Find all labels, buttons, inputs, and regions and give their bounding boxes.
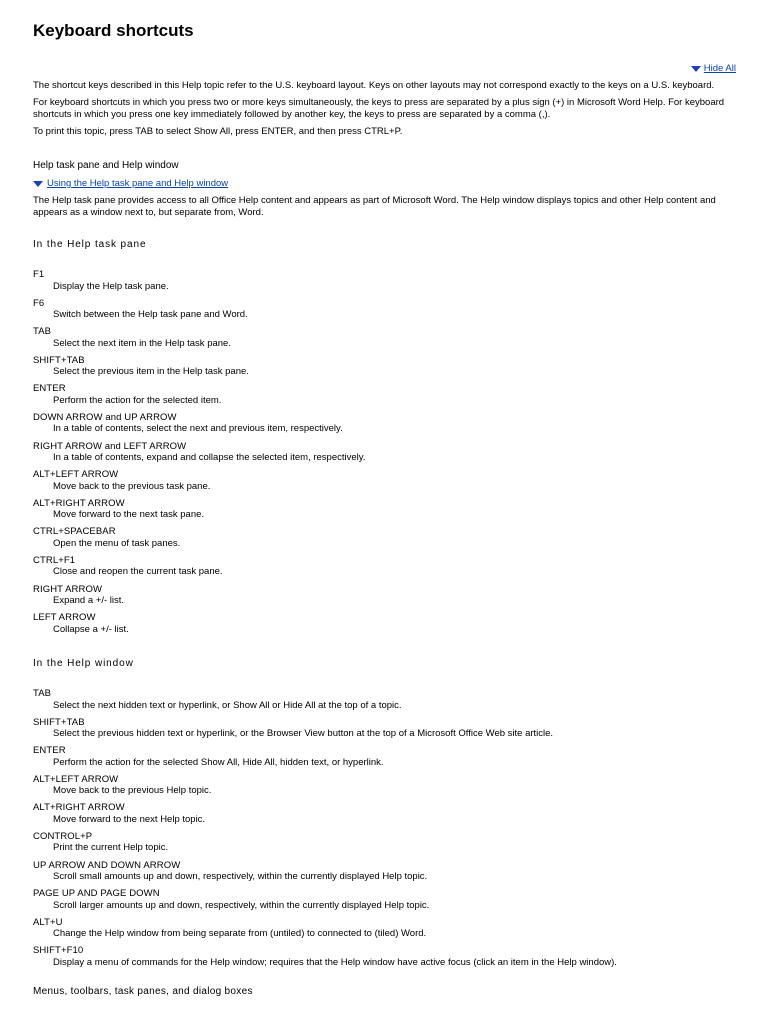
shortcut-description: Select the previous hidden text or hyperlink, or the Browser View button at the top of a Microsoft Office Web site article. bbox=[53, 728, 554, 740]
shortcut-key: ALT+LEFT ARROW bbox=[33, 469, 119, 481]
shortcut-item bbox=[33, 831, 735, 860]
shortcut-description: Perform the action for the selected Show All, Hide All, hidden text, or hyperlink. bbox=[53, 756, 384, 768]
triangle-down-icon bbox=[691, 66, 701, 72]
shortcut-key: ENTER bbox=[33, 745, 66, 757]
shortcut-description: Select the next item in the Help task pane. bbox=[53, 337, 231, 349]
shortcut-description: Expand a +/- list. bbox=[53, 595, 125, 607]
intro-paragraph-layout: The shortcut keys described in this Help topic refer to the U.S. keyboard layout. Keys on other layouts may not correspond exactly to the keys on a U.S. keyboard. bbox=[33, 80, 715, 91]
shortcut-item bbox=[33, 945, 735, 974]
shortcut-item bbox=[33, 802, 735, 831]
shortcut-item bbox=[33, 355, 735, 384]
shortcut-description: Perform the action for the selected item. bbox=[53, 394, 222, 406]
intro-text bbox=[33, 80, 735, 143]
shortcut-key: ALT+RIGHT ARROW bbox=[33, 497, 125, 509]
shortcut-item bbox=[33, 469, 735, 498]
shortcut-description: Collapse a +/- list. bbox=[53, 623, 129, 635]
shortcut-key: SHIFT+F10 bbox=[33, 945, 84, 957]
shortcut-key: ALT+LEFT ARROW bbox=[33, 773, 119, 785]
shortcut-item bbox=[33, 298, 735, 327]
help-window-shortcut-list bbox=[33, 688, 735, 974]
shortcut-item bbox=[33, 860, 735, 889]
intro-paragraph-print: To print this topic, press TAB to select Show All, press ENTER, and then press CTRL+P. bbox=[33, 126, 403, 137]
task-pane-heading: In the Help task pane bbox=[33, 239, 147, 250]
shortcut-key: CTRL+F1 bbox=[33, 554, 76, 566]
hide-all-toggle[interactable] bbox=[691, 63, 736, 75]
shortcut-key: ALT+U bbox=[33, 916, 63, 928]
shortcut-key: CTRL+SPACEBAR bbox=[33, 526, 116, 538]
using-help-link[interactable]: Using the Help task pane and Help window bbox=[47, 178, 229, 189]
shortcut-key: DOWN ARROW and UP ARROW bbox=[33, 411, 177, 423]
shortcut-description: Display the Help task pane. bbox=[53, 280, 169, 292]
shortcut-description: Change the Help window from being separate from (untiled) to connected to (tiled) Word. bbox=[53, 928, 427, 940]
shortcut-description: Close and reopen the current task pane. bbox=[53, 566, 223, 578]
shortcut-key: F6 bbox=[33, 297, 45, 309]
shortcut-key: ALT+RIGHT ARROW bbox=[33, 802, 125, 814]
shortcut-description: Display a menu of commands for the Help window; requires that the Help window have active focus (click an item in the Help window). bbox=[53, 956, 617, 968]
shortcut-key: TAB bbox=[33, 688, 52, 699]
shortcut-item bbox=[33, 888, 735, 917]
shortcut-description: Print the current Help topic. bbox=[53, 842, 169, 854]
hide-all-link[interactable]: Hide All bbox=[703, 63, 736, 74]
next-section-heading: Menus, toolbars, task panes, and dialog boxes bbox=[33, 986, 253, 997]
shortcut-item bbox=[33, 412, 735, 441]
shortcut-key: SHIFT+TAB bbox=[33, 716, 85, 728]
shortcut-item bbox=[33, 745, 735, 774]
shortcut-item bbox=[33, 441, 735, 470]
shortcut-item bbox=[33, 498, 735, 527]
shortcut-key: SHIFT+TAB bbox=[33, 354, 85, 366]
shortcut-key: UP ARROW AND DOWN ARROW bbox=[33, 859, 181, 871]
shortcut-description: Move forward to the next Help topic. bbox=[53, 813, 206, 825]
shortcut-key: RIGHT ARROW bbox=[33, 583, 103, 595]
shortcut-item bbox=[33, 383, 735, 412]
shortcut-key: ENTER bbox=[33, 383, 66, 395]
shortcut-item bbox=[33, 688, 735, 717]
help-section-heading: Help task pane and Help window bbox=[33, 160, 179, 171]
help-section-toggle[interactable] bbox=[33, 178, 228, 190]
help-window-heading: In the Help window bbox=[33, 658, 134, 669]
shortcut-description: Move back to the previous task pane. bbox=[53, 480, 211, 492]
shortcut-description: Select the previous item in the Help task pane. bbox=[53, 366, 249, 378]
shortcut-key: RIGHT ARROW and LEFT ARROW bbox=[33, 440, 187, 452]
shortcut-key: LEFT ARROW bbox=[33, 612, 96, 624]
shortcut-key: CONTROL+P bbox=[33, 830, 93, 842]
shortcut-description: Scroll larger amounts up and down, respectively, within the currently displayed Help topic. bbox=[53, 899, 430, 911]
shortcut-item bbox=[33, 917, 735, 946]
shortcut-item bbox=[33, 584, 735, 613]
shortcut-description: Move forward to the next task pane. bbox=[53, 509, 205, 521]
shortcut-description: Select the next hidden text or hyperlink, or Show All or Hide All at the top of a topic. bbox=[53, 699, 402, 711]
shortcut-description: Move back to the previous Help topic. bbox=[53, 785, 212, 797]
shortcut-item bbox=[33, 326, 735, 355]
shortcut-key: PAGE UP AND PAGE DOWN bbox=[33, 888, 160, 900]
shortcut-description: Switch between the Help task pane and Word. bbox=[53, 309, 248, 321]
shortcut-description: In a table of contents, select the next and previous item, respectively. bbox=[53, 423, 343, 435]
shortcut-item bbox=[33, 269, 735, 298]
page-title: Keyboard shortcuts bbox=[33, 21, 194, 40]
triangle-down-icon bbox=[33, 181, 43, 187]
shortcut-item bbox=[33, 717, 735, 746]
shortcut-description: Open the menu of task panes. bbox=[53, 537, 181, 549]
shortcut-item bbox=[33, 526, 735, 555]
help-section-description: The Help task pane provides access to all Office Help content and appears as part of Microsoft Word. The Help window displays topics and other Help content and appears as a window next to, but separate from, Word. bbox=[33, 195, 716, 218]
shortcut-item bbox=[33, 774, 735, 803]
task-pane-shortcut-list bbox=[33, 269, 735, 641]
shortcut-key: F1 bbox=[33, 269, 45, 280]
shortcut-item bbox=[33, 612, 735, 641]
shortcut-description: Scroll small amounts up and down, respectively, within the currently displayed Help topic. bbox=[53, 871, 428, 883]
intro-paragraph-separators: For keyboard shortcuts in which you press two or more keys simultaneously, the keys to press are separated by a plus sign (+) in Microsoft Word Help. For keyboard shortcuts in which you press one key immediately followed by another key, the keys to press are separated by a comma (,). bbox=[33, 97, 725, 120]
shortcut-item bbox=[33, 555, 735, 584]
shortcut-description: In a table of contents, expand and collapse the selected item, respectively. bbox=[53, 452, 366, 464]
shortcut-key: TAB bbox=[33, 326, 52, 338]
